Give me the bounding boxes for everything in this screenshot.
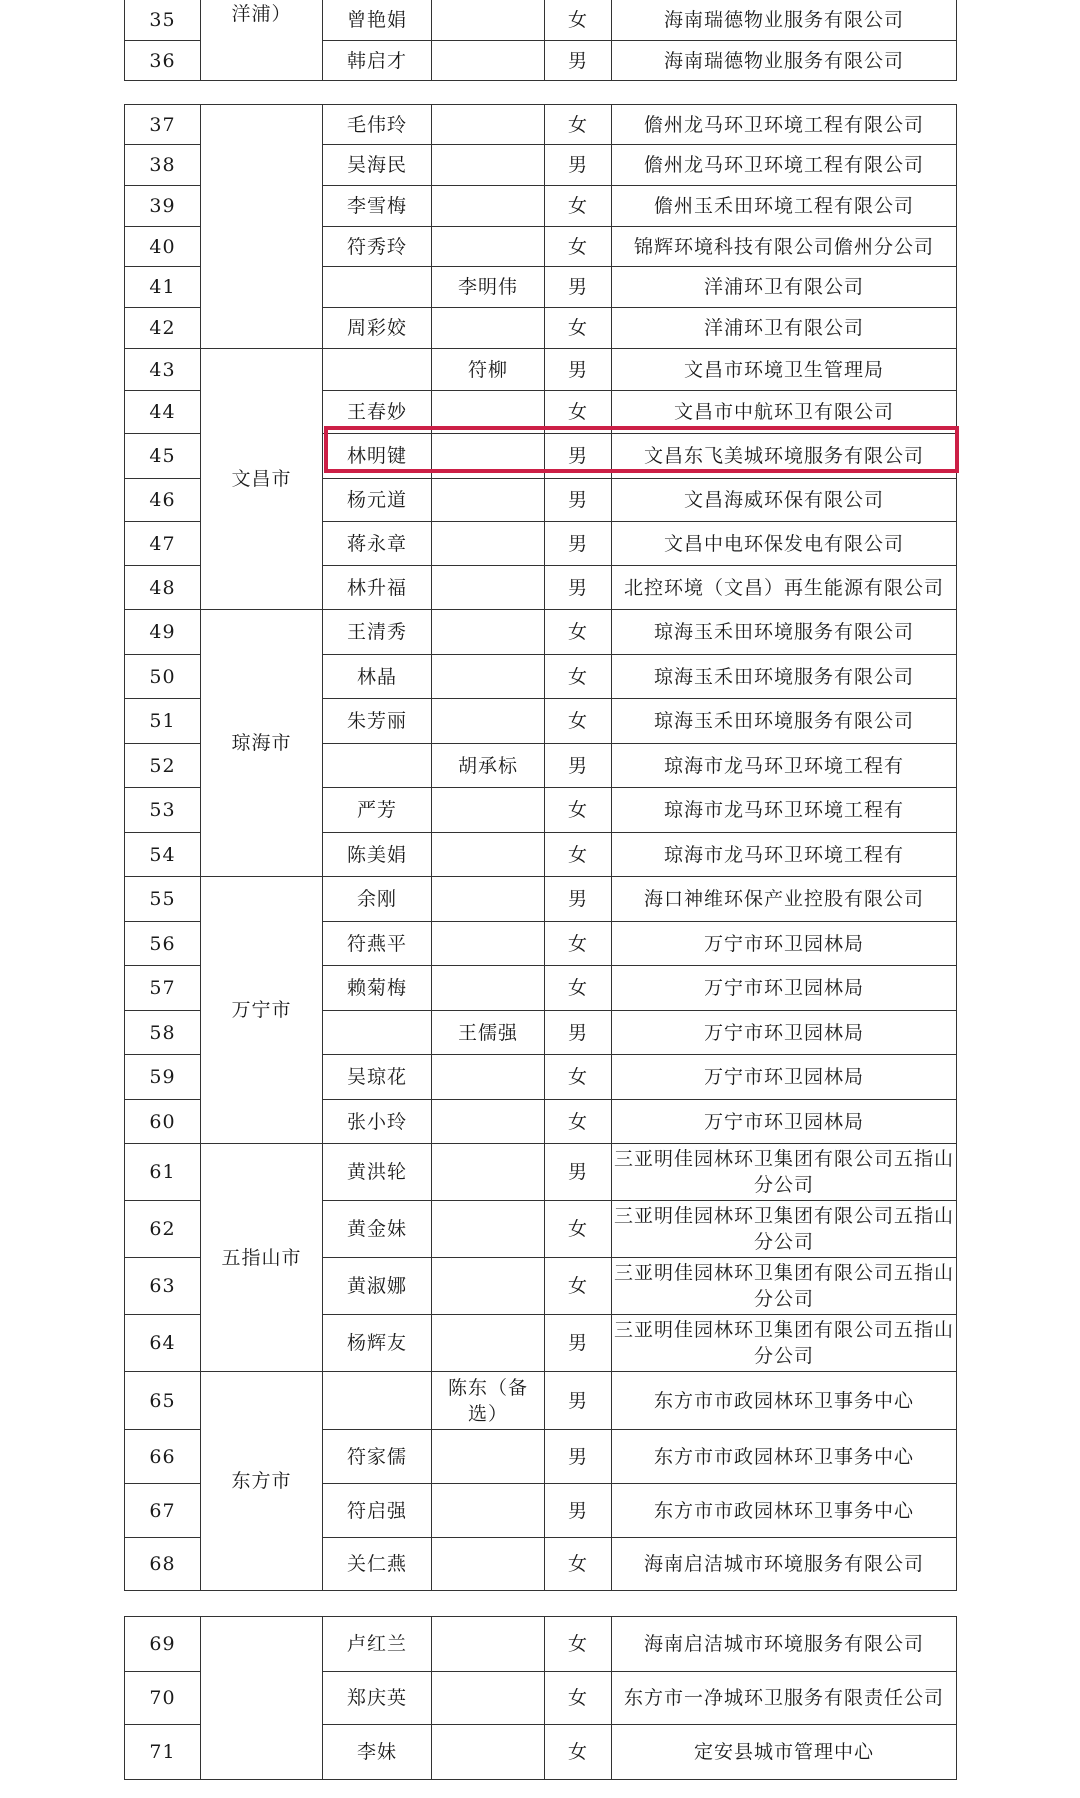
name-cell: 黄淑娜 xyxy=(323,1258,432,1315)
row-number: 41 xyxy=(125,267,201,308)
alternate-cell xyxy=(432,1430,545,1484)
name-cell xyxy=(323,744,432,788)
name-cell: 陈美娟 xyxy=(323,833,432,877)
alternate-cell xyxy=(432,1538,545,1591)
region-cell: 五指山市 xyxy=(201,1144,323,1372)
alternate-cell: 王儒强 xyxy=(432,1011,545,1055)
organization-cell: 三亚明佳园林环卫集团有限公司五指山分公司 xyxy=(612,1258,957,1315)
alternate-cell xyxy=(432,41,545,81)
row-number: 39 xyxy=(125,186,201,227)
organization-cell: 文昌市中航环卫有限公司 xyxy=(612,391,957,434)
gender-cell: 男 xyxy=(545,1011,612,1055)
name-cell xyxy=(323,1011,432,1055)
organization-cell: 三亚明佳园林环卫集团有限公司五指山分公司 xyxy=(612,1201,957,1258)
organization-cell: 文昌市环境卫生管理局 xyxy=(612,349,957,391)
alternate-cell xyxy=(432,105,545,145)
row-number: 67 xyxy=(125,1484,201,1538)
row-number: 36 xyxy=(125,41,201,81)
gender-cell: 女 xyxy=(545,610,612,655)
gender-cell: 男 xyxy=(545,877,612,922)
name-cell: 黄洪轮 xyxy=(323,1144,432,1201)
table-row xyxy=(125,1617,957,1672)
organization-cell: 锦辉环境科技有限公司儋州分公司 xyxy=(612,227,957,267)
name-cell: 李妹 xyxy=(323,1725,432,1780)
name-cell: 李雪梅 xyxy=(323,186,432,227)
alternate-cell xyxy=(432,434,545,479)
alternate-cell xyxy=(432,186,545,227)
region-cell: 万宁市 xyxy=(201,877,323,1144)
name-cell: 余刚 xyxy=(323,877,432,922)
alternate-cell: 符柳 xyxy=(432,349,545,391)
table-row xyxy=(125,1372,957,1430)
row-number: 70 xyxy=(125,1672,201,1725)
gender-cell: 男 xyxy=(545,145,612,186)
alternate-cell xyxy=(432,1315,545,1372)
gender-cell: 男 xyxy=(545,566,612,610)
row-number: 55 xyxy=(125,877,201,922)
gender-cell: 女 xyxy=(545,1100,612,1144)
gender-cell: 男 xyxy=(545,1430,612,1484)
gender-cell: 女 xyxy=(545,1538,612,1591)
name-cell: 卢红兰 xyxy=(323,1617,432,1672)
name-cell: 符秀玲 xyxy=(323,227,432,267)
name-cell: 朱芳丽 xyxy=(323,699,432,744)
name-cell: 林晶 xyxy=(323,655,432,699)
alternate-cell xyxy=(432,0,545,41)
gender-cell: 男 xyxy=(545,1144,612,1201)
row-number: 59 xyxy=(125,1055,201,1100)
organization-cell: 洋浦环卫有限公司 xyxy=(612,267,957,308)
alternate-cell xyxy=(432,479,545,522)
alternate-cell xyxy=(432,788,545,833)
gender-cell: 女 xyxy=(545,699,612,744)
gender-cell: 女 xyxy=(545,0,612,41)
organization-cell: 文昌海威环保有限公司 xyxy=(612,479,957,522)
gender-cell: 男 xyxy=(545,267,612,308)
alternate-cell xyxy=(432,877,545,922)
organization-cell: 万宁市环卫园林局 xyxy=(612,1055,957,1100)
name-cell: 吴琼花 xyxy=(323,1055,432,1100)
gender-cell: 女 xyxy=(545,227,612,267)
organization-cell: 琼海玉禾田环境服务有限公司 xyxy=(612,699,957,744)
row-number: 53 xyxy=(125,788,201,833)
organization-cell: 海南瑞德物业服务有限公司 xyxy=(612,0,957,41)
alternate-cell xyxy=(432,1672,545,1725)
roster-table-main xyxy=(124,104,957,1591)
name-cell: 张小玲 xyxy=(323,1100,432,1144)
organization-cell: 琼海市龙马环卫环境工程有 xyxy=(612,744,957,788)
name-cell: 吴海民 xyxy=(323,145,432,186)
row-number: 60 xyxy=(125,1100,201,1144)
alternate-cell xyxy=(432,833,545,877)
alternate-cell xyxy=(432,391,545,434)
alternate-cell xyxy=(432,227,545,267)
gender-cell: 女 xyxy=(545,922,612,966)
organization-cell: 东方市市政园林环卫事务中心 xyxy=(612,1372,957,1430)
alternate-cell: 胡承标 xyxy=(432,744,545,788)
alternate-cell xyxy=(432,1055,545,1100)
name-cell: 曾艳娟 xyxy=(323,0,432,41)
alternate-cell xyxy=(432,522,545,566)
organization-cell: 万宁市环卫园林局 xyxy=(612,1011,957,1055)
table-row xyxy=(125,1144,957,1201)
roster-table-bottom xyxy=(124,1616,957,1780)
name-cell: 王清秀 xyxy=(323,610,432,655)
gender-cell: 女 xyxy=(545,966,612,1011)
gender-cell: 男 xyxy=(545,479,612,522)
gender-cell: 女 xyxy=(545,308,612,349)
row-number: 64 xyxy=(125,1315,201,1372)
row-number: 63 xyxy=(125,1258,201,1315)
row-number: 69 xyxy=(125,1617,201,1672)
name-cell: 林明键 xyxy=(323,434,432,479)
gender-cell: 女 xyxy=(545,788,612,833)
table-row xyxy=(125,877,957,922)
organization-cell: 洋浦环卫有限公司 xyxy=(612,308,957,349)
row-number: 43 xyxy=(125,349,201,391)
row-number: 52 xyxy=(125,744,201,788)
gender-cell: 男 xyxy=(545,41,612,81)
gender-cell: 女 xyxy=(545,186,612,227)
alternate-cell xyxy=(432,966,545,1011)
name-cell: 杨辉友 xyxy=(323,1315,432,1372)
organization-cell: 北控环境（文昌）再生能源有限公司 xyxy=(612,566,957,610)
alternate-cell xyxy=(432,1201,545,1258)
row-number: 48 xyxy=(125,566,201,610)
organization-cell: 定安县城市管理中心 xyxy=(612,1725,957,1780)
table-row xyxy=(125,349,957,391)
row-number: 42 xyxy=(125,308,201,349)
organization-cell: 海南启洁城市环境服务有限公司 xyxy=(612,1538,957,1591)
row-number: 37 xyxy=(125,105,201,145)
roster-table-top xyxy=(124,0,957,81)
region-cell xyxy=(201,1617,323,1780)
table-row xyxy=(125,0,957,41)
gender-cell: 女 xyxy=(545,1201,612,1258)
region-cell: 洋浦） xyxy=(201,0,323,81)
gender-cell: 女 xyxy=(545,105,612,145)
alternate-cell xyxy=(432,1100,545,1144)
row-number: 65 xyxy=(125,1372,201,1430)
name-cell: 严芳 xyxy=(323,788,432,833)
gender-cell: 女 xyxy=(545,1617,612,1672)
organization-cell: 儋州龙马环卫环境工程有限公司 xyxy=(612,105,957,145)
organization-cell: 东方市市政园林环卫事务中心 xyxy=(612,1484,957,1538)
organization-cell: 琼海玉禾田环境服务有限公司 xyxy=(612,655,957,699)
gender-cell: 男 xyxy=(545,434,612,479)
organization-cell: 琼海市龙马环卫环境工程有 xyxy=(612,788,957,833)
organization-cell: 文昌中电环保发电有限公司 xyxy=(612,522,957,566)
name-cell: 赖菊梅 xyxy=(323,966,432,1011)
organization-cell: 万宁市环卫园林局 xyxy=(612,922,957,966)
name-cell xyxy=(323,1372,432,1430)
name-cell: 韩启才 xyxy=(323,41,432,81)
name-cell: 符启强 xyxy=(323,1484,432,1538)
alternate-cell xyxy=(432,145,545,186)
name-cell: 符家儒 xyxy=(323,1430,432,1484)
row-number: 54 xyxy=(125,833,201,877)
organization-cell: 海南启洁城市环境服务有限公司 xyxy=(612,1617,957,1672)
row-number: 62 xyxy=(125,1201,201,1258)
name-cell: 关仁燕 xyxy=(323,1538,432,1591)
name-cell xyxy=(323,349,432,391)
organization-cell: 儋州玉禾田环境工程有限公司 xyxy=(612,186,957,227)
alternate-cell xyxy=(432,566,545,610)
name-cell: 蒋永章 xyxy=(323,522,432,566)
alternate-cell xyxy=(432,1484,545,1538)
name-cell: 符燕平 xyxy=(323,922,432,966)
gender-cell: 女 xyxy=(545,391,612,434)
region-cell: 东方市 xyxy=(201,1372,323,1591)
row-number: 51 xyxy=(125,699,201,744)
alternate-cell: 陈东（备选） xyxy=(432,1372,545,1430)
organization-cell: 三亚明佳园林环卫集团有限公司五指山分公司 xyxy=(612,1315,957,1372)
organization-cell: 文昌东飞美城环境服务有限公司 xyxy=(612,434,957,479)
organization-cell: 万宁市环卫园林局 xyxy=(612,1100,957,1144)
gender-cell: 女 xyxy=(545,833,612,877)
name-cell: 郑庆英 xyxy=(323,1672,432,1725)
row-number: 71 xyxy=(125,1725,201,1780)
gender-cell: 女 xyxy=(545,1258,612,1315)
gender-cell: 女 xyxy=(545,1672,612,1725)
alternate-cell xyxy=(432,1725,545,1780)
gender-cell: 男 xyxy=(545,1315,612,1372)
organization-cell: 东方市市政园林环卫事务中心 xyxy=(612,1430,957,1484)
row-number: 66 xyxy=(125,1430,201,1484)
name-cell: 毛伟玲 xyxy=(323,105,432,145)
organization-cell: 儋州龙马环卫环境工程有限公司 xyxy=(612,145,957,186)
row-number: 56 xyxy=(125,922,201,966)
name-cell: 周彩姣 xyxy=(323,308,432,349)
region-cell: 文昌市 xyxy=(201,349,323,610)
alternate-cell xyxy=(432,655,545,699)
alternate-cell xyxy=(432,699,545,744)
row-number: 44 xyxy=(125,391,201,434)
gender-cell: 女 xyxy=(545,655,612,699)
name-cell xyxy=(323,267,432,308)
row-number: 61 xyxy=(125,1144,201,1201)
organization-cell: 东方市一净城环卫服务有限责任公司 xyxy=(612,1672,957,1725)
name-cell: 黄金妹 xyxy=(323,1201,432,1258)
row-number: 47 xyxy=(125,522,201,566)
table-row xyxy=(125,610,957,655)
alternate-cell: 李明伟 xyxy=(432,267,545,308)
organization-cell: 海口神维环保产业控股有限公司 xyxy=(612,877,957,922)
gender-cell: 男 xyxy=(545,349,612,391)
organization-cell: 琼海市龙马环卫环境工程有 xyxy=(612,833,957,877)
gender-cell: 女 xyxy=(545,1725,612,1780)
row-number: 38 xyxy=(125,145,201,186)
alternate-cell xyxy=(432,610,545,655)
alternate-cell xyxy=(432,308,545,349)
row-number: 35 xyxy=(125,0,201,41)
table-row xyxy=(125,105,957,145)
name-cell: 林升福 xyxy=(323,566,432,610)
gender-cell: 男 xyxy=(545,522,612,566)
organization-cell: 三亚明佳园林环卫集团有限公司五指山分公司 xyxy=(612,1144,957,1201)
gender-cell: 男 xyxy=(545,1484,612,1538)
alternate-cell xyxy=(432,922,545,966)
alternate-cell xyxy=(432,1144,545,1201)
gender-cell: 女 xyxy=(545,1055,612,1100)
organization-cell: 海南瑞德物业服务有限公司 xyxy=(612,41,957,81)
name-cell: 杨元道 xyxy=(323,479,432,522)
row-number: 49 xyxy=(125,610,201,655)
alternate-cell xyxy=(432,1258,545,1315)
organization-cell: 琼海玉禾田环境服务有限公司 xyxy=(612,610,957,655)
alternate-cell xyxy=(432,1617,545,1672)
row-number: 57 xyxy=(125,966,201,1011)
gender-cell: 男 xyxy=(545,744,612,788)
row-number: 45 xyxy=(125,434,201,479)
region-cell xyxy=(201,105,323,349)
gender-cell: 男 xyxy=(545,1372,612,1430)
row-number: 46 xyxy=(125,479,201,522)
name-cell: 王春妙 xyxy=(323,391,432,434)
row-number: 68 xyxy=(125,1538,201,1591)
region-cell: 琼海市 xyxy=(201,610,323,877)
row-number: 40 xyxy=(125,227,201,267)
row-number: 50 xyxy=(125,655,201,699)
organization-cell: 万宁市环卫园林局 xyxy=(612,966,957,1011)
row-number: 58 xyxy=(125,1011,201,1055)
